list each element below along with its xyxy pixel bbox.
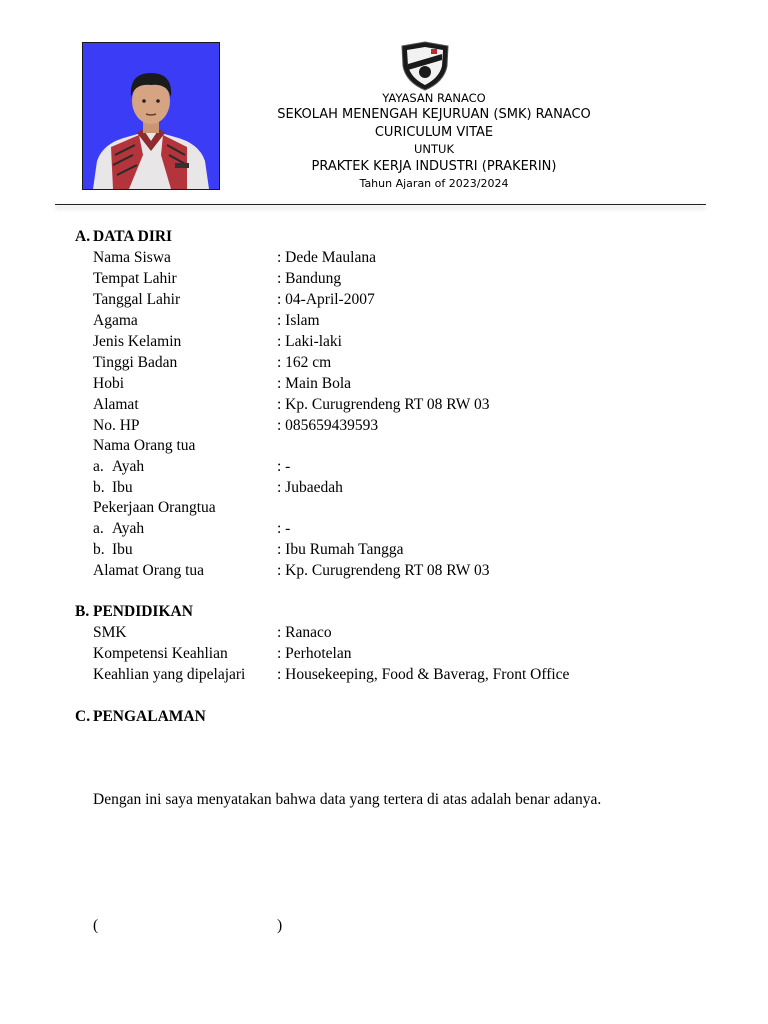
field-label: SMK <box>93 624 127 641</box>
field-value: : Housekeeping, Food & Baverag, Front Office <box>277 666 570 683</box>
field-value: : - <box>277 458 291 475</box>
sub-label: Ayah <box>112 458 145 475</box>
parents-job-label: Pekerjaan Orangtua <box>93 499 216 516</box>
field-value: : Islam <box>277 312 320 329</box>
field-label: Tanggal Lahir <box>93 291 181 308</box>
field-label: Tempat Lahir <box>93 270 177 287</box>
field-value: : 085659439593 <box>277 417 379 434</box>
field-value: : Kp. Curugrendeng RT 08 RW 03 <box>277 396 490 413</box>
field-label <box>93 520 144 538</box>
declaration-statement: Dengan ini saya menyatakan bahwa data yang tertera di atas adalah benar adanya. <box>93 791 602 808</box>
section-title: PENDIDIKAN <box>93 603 193 620</box>
field-label: No. HP <box>93 417 140 434</box>
shield-logo-icon <box>398 40 452 92</box>
field-label: Tinggi Badan <box>93 354 178 371</box>
section-b-heading <box>75 603 193 621</box>
field-label: Kompetensi Keahlian <box>93 645 228 662</box>
student-photo <box>82 42 220 190</box>
field-label: Alamat <box>93 396 139 413</box>
field-value: : 04-April-2007 <box>277 291 375 308</box>
section-a-heading <box>75 228 172 246</box>
field-label <box>93 458 144 476</box>
field-value: : Dede Maulana <box>277 249 376 266</box>
document-title: CURICULUM VITAE <box>374 125 494 140</box>
field-label: Nama Siswa <box>93 249 171 266</box>
field-value: : Main Bola <box>277 375 352 392</box>
program-name: PRAKTEK KERJA INDUSTRI (PRAKERIN) <box>311 159 557 174</box>
section-letter: A. <box>75 228 91 245</box>
academic-year: Tahun Ajaran of 2023/2024 <box>359 177 509 190</box>
field-value: : Ibu Rumah Tangga <box>277 541 404 558</box>
sub-letter: b. <box>93 541 105 558</box>
section-c-heading <box>75 708 206 726</box>
foundation-name: YAYASAN RANACO <box>382 91 486 105</box>
field-value: : Bandung <box>277 270 342 287</box>
field-value: : - <box>277 520 291 537</box>
sub-label: Ayah <box>112 520 145 537</box>
sub-label: Ibu <box>112 479 133 496</box>
field-label: Agama <box>93 312 138 329</box>
signature-open-paren: ( <box>93 917 99 934</box>
field-value: : 162 cm <box>277 354 332 371</box>
school-name: SEKOLAH MENENGAH KEJURUAN (SMK) RANACO <box>277 107 591 122</box>
field-label <box>93 541 133 559</box>
section-title: DATA DIRI <box>93 228 173 245</box>
field-value: : Laki-laki <box>277 333 342 350</box>
field-label: Keahlian yang dipelajari <box>93 666 246 683</box>
field-label <box>93 479 133 497</box>
field-value: : Kp. Curugrendeng RT 08 RW 03 <box>277 562 490 579</box>
field-label: Hobi <box>93 375 124 392</box>
school-logo <box>398 40 452 92</box>
sub-letter: a. <box>93 458 104 475</box>
field-value: : Jubaedah <box>277 479 343 496</box>
sub-letter: b. <box>93 479 105 496</box>
field-value: : Perhotelan <box>277 645 352 662</box>
student-photo-icon <box>83 43 219 189</box>
field-label: Alamat Orang tua <box>93 562 205 579</box>
field-value: : Ranaco <box>277 624 332 641</box>
signature-close-paren: ) <box>277 917 283 934</box>
section-letter: B. <box>75 603 90 620</box>
parents-name-label: Nama Orang tua <box>93 437 196 454</box>
section-title: PENGALAMAN <box>93 708 206 725</box>
section-letter: C. <box>75 708 91 725</box>
sub-letter: a. <box>93 520 104 537</box>
field-label: Jenis Kelamin <box>93 333 182 350</box>
sub-label: Ibu <box>112 541 133 558</box>
document-subtitle: UNTUK <box>413 142 454 156</box>
header-divider <box>55 204 706 205</box>
